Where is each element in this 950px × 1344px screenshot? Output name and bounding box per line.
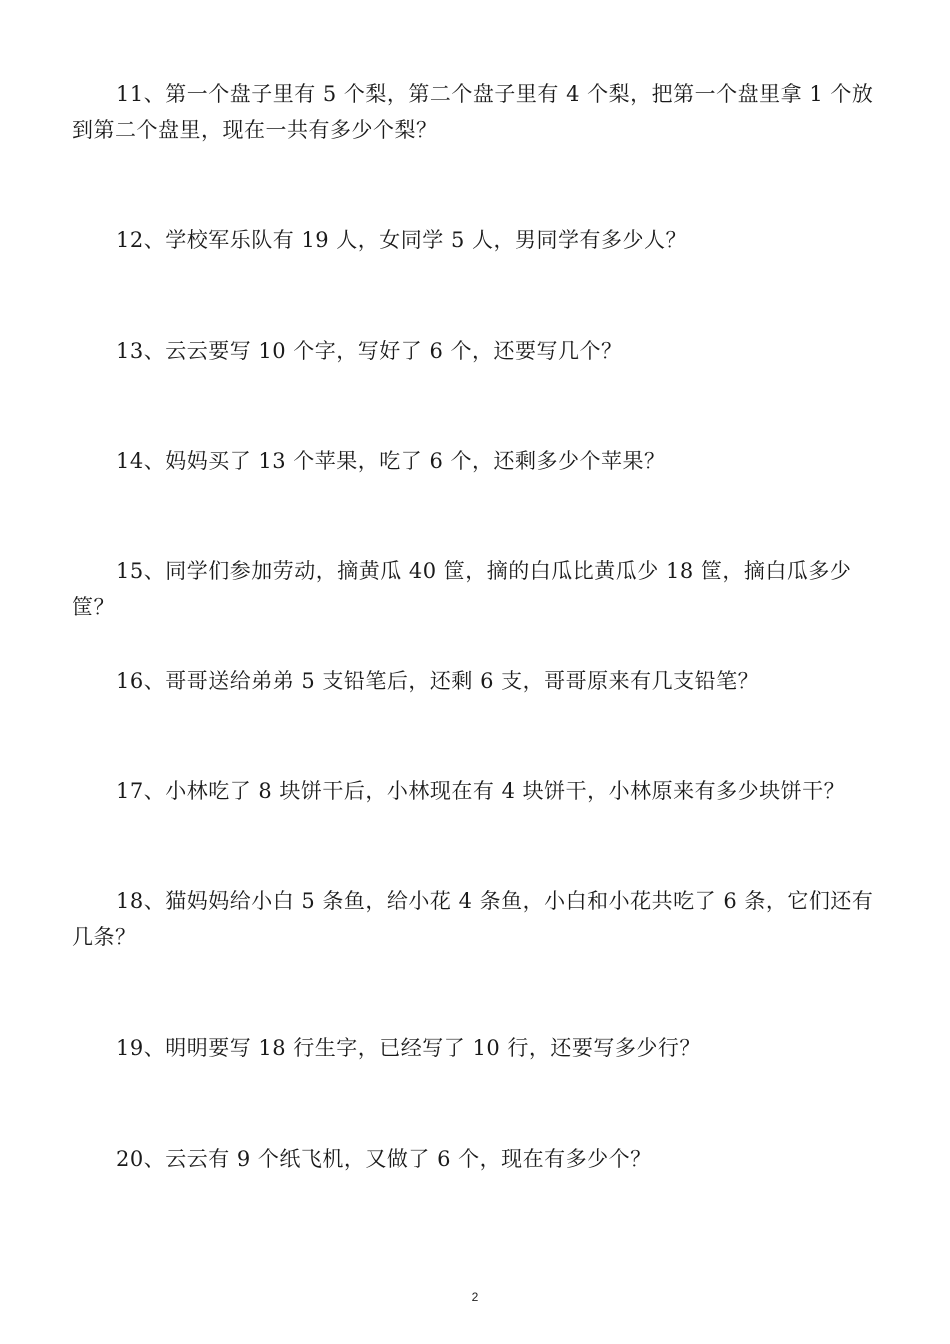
question-11: 11、第一个盘子里有 5 个梨，第二个盘子里有 4 个梨，把第一个盘里拿 1 个放到第二个盘里，现在一共有多少个梨？	[72, 82, 874, 142]
question-13: 13、云云要写 10 个字，写好了 6 个，还要写几个？	[116, 339, 623, 363]
question-18: 18、猫妈妈给小白 5 条鱼，给小花 4 条鱼，小白和小花共吃了 6 条，它们还有几条？	[72, 889, 874, 949]
question-19: 19、明明要写 18 行生字，已经写了 10 行，还要写多少行？	[116, 1036, 701, 1060]
question-12: 12、学校军乐队有 19 人，女同学 5 人，男同学有多少人？	[116, 228, 688, 252]
question-15: 15、同学们参加劳动，摘黄瓜 40 筐，摘的白瓜比黄瓜少 18 筐，摘白瓜多少筐？	[72, 559, 852, 619]
question-16: 16、哥哥送给弟弟 5 支铅笔后，还剩 6 支，哥哥原来有几支铅笔？	[116, 669, 760, 693]
question-17: 17、小林吃了 8 块饼干后，小林现在有 4 块饼干，小林原来有多少块饼干？	[116, 779, 846, 803]
question-20: 20、云云有 9 个纸飞机，又做了 6 个，现在有多少个？	[116, 1147, 652, 1171]
page-number: 2	[471, 1290, 479, 1304]
question-14: 14、妈妈买了 13 个苹果，吃了 6 个，还剩多少个苹果？	[116, 449, 666, 473]
